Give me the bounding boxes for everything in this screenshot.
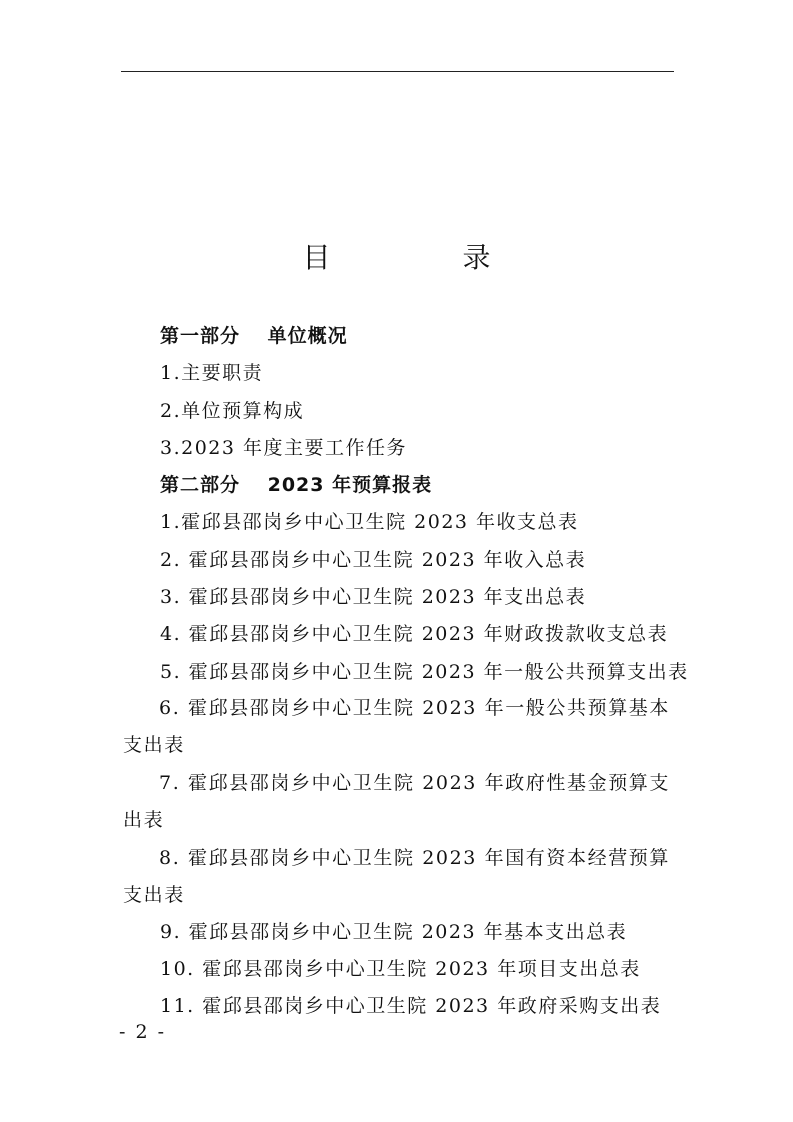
toc-item: 2. 霍邱县邵岗乡中心卫生院 2023 年收入总表 [160,549,587,571]
toc-item: 2.单位预算构成 [160,400,305,422]
toc-item: 7. 霍邱县邵岗乡中心卫生院 2023 年政府性基金预算支出表 [123,772,671,831]
part2-heading: 第二部分 2023 年预算报表 [160,474,433,496]
toc-item: 5. 霍邱县邵岗乡中心卫生院 2023 年一般公共预算支出表 [160,661,689,683]
toc-item: 6. 霍邱县邵岗乡中心卫生院 2023 年一般公共预算基本支出表 [123,697,671,756]
part1-heading: 第一部分 单位概况 [160,325,348,347]
page-number: - 2 - [119,1021,167,1043]
toc-item: 9. 霍邱县邵岗乡中心卫生院 2023 年基本支出总表 [160,921,628,943]
toc-item: 1.主要职责 [160,362,264,384]
header-rule [121,71,674,72]
toc-item: 3. 霍邱县邵岗乡中心卫生院 2023 年支出总表 [160,586,587,608]
toc-item: 11. 霍邱县邵岗乡中心卫生院 2023 年政府采购支出表 [160,995,662,1017]
toc-item: 4. 霍邱县邵岗乡中心卫生院 2023 年财政拨款收支总表 [160,623,669,645]
toc-item: 8. 霍邱县邵岗乡中心卫生院 2023 年国有资本经营预算支出表 [123,847,671,906]
toc-item: 3.2023 年度主要工作任务 [160,437,408,459]
toc-item: 10. 霍邱县邵岗乡中心卫生院 2023 年项目支出总表 [160,958,641,980]
page-title: 目 录 [302,241,543,274]
toc-item: 1.霍邱县邵岗乡中心卫生院 2023 年收支总表 [160,511,579,533]
